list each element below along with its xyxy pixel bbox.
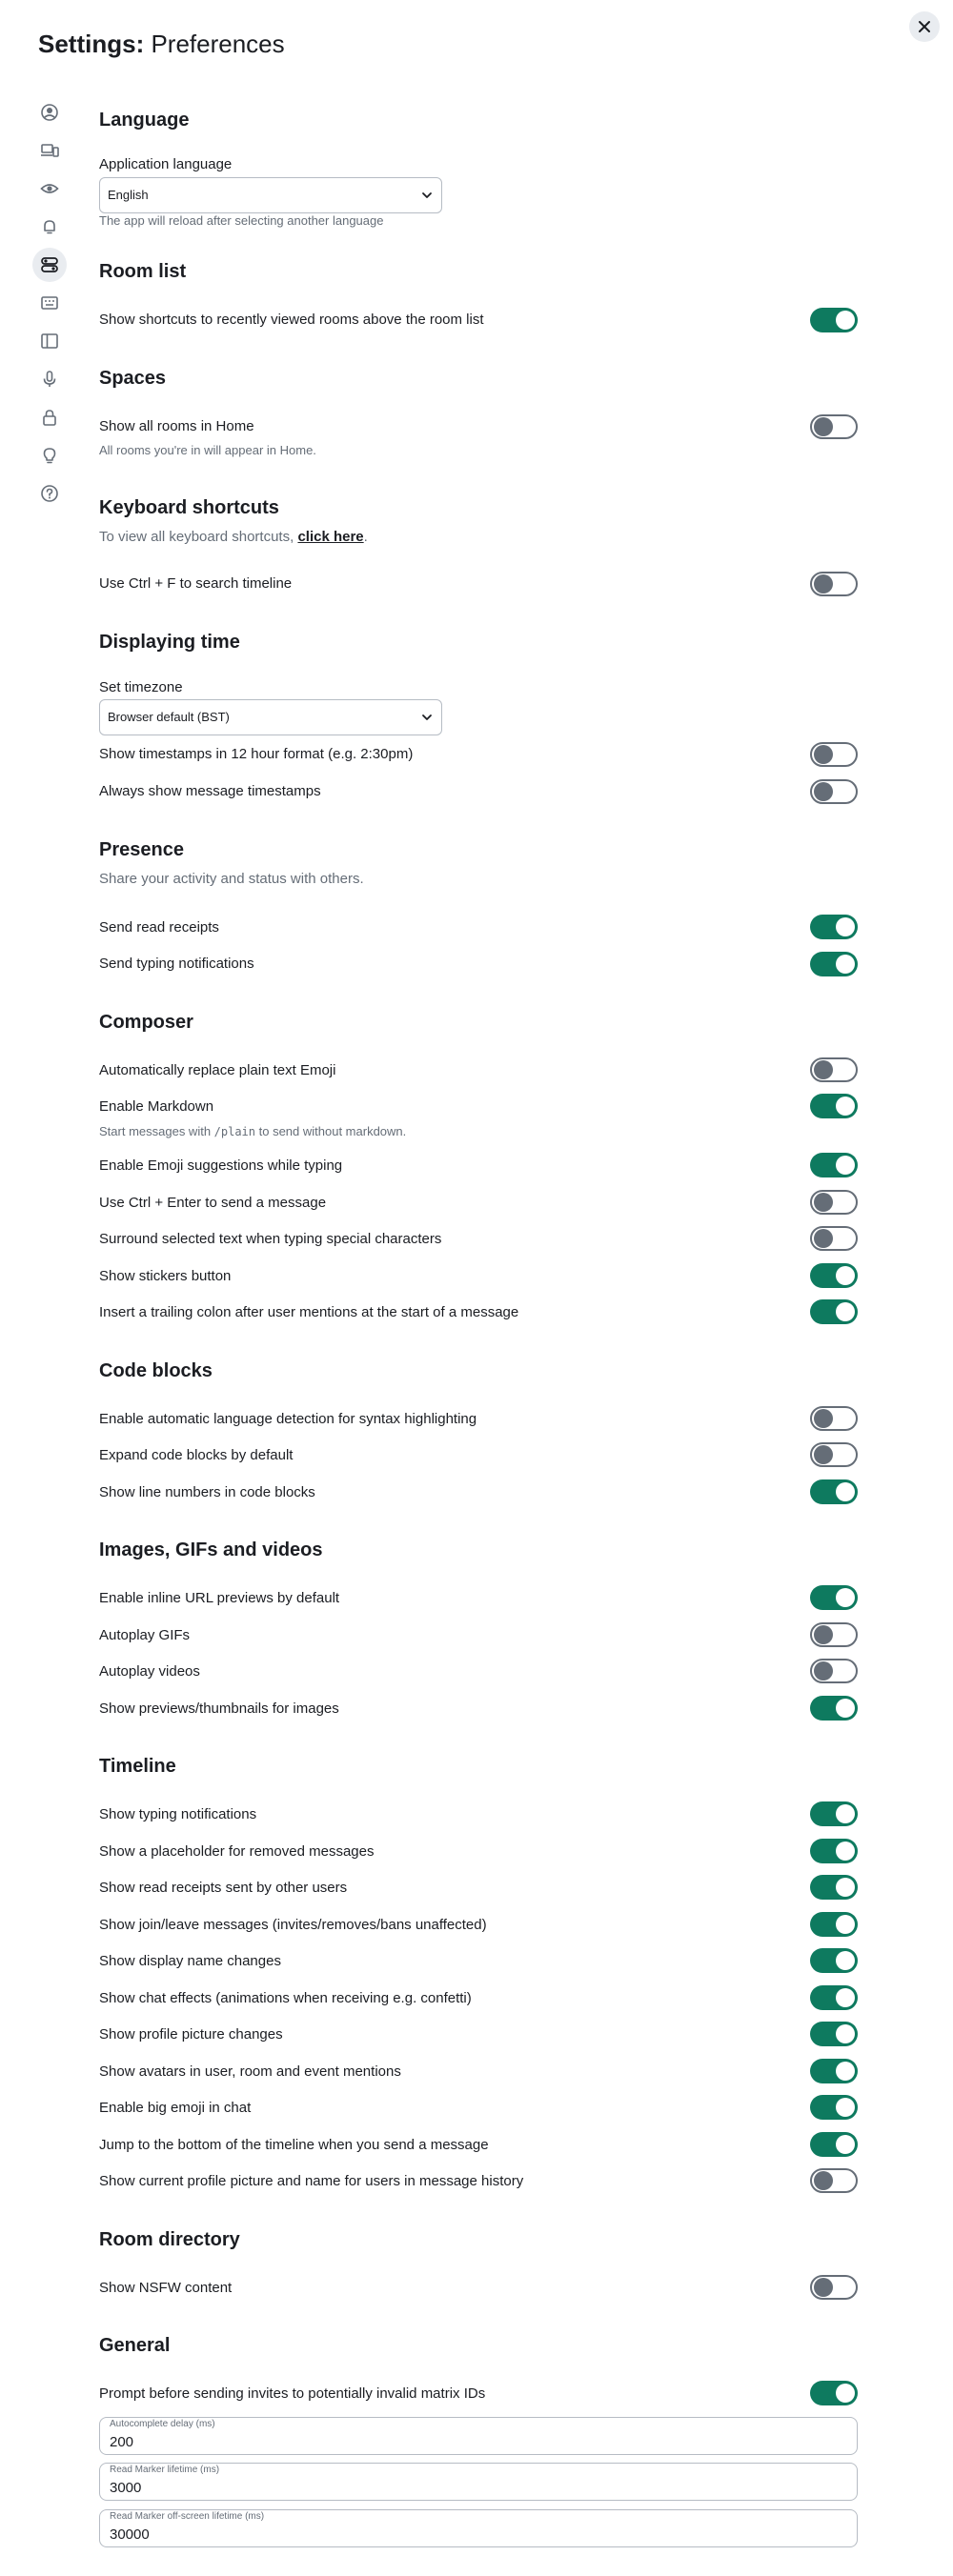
toggle-timeline-typing[interactable] — [810, 1801, 858, 1826]
toggle-knob — [814, 1661, 833, 1680]
toggle-ctrl-enter[interactable] — [810, 1190, 858, 1215]
toggle-knob — [836, 1097, 855, 1116]
toggle-autoplay-gifs[interactable] — [810, 1622, 858, 1647]
section-heading-presence: Presence — [99, 839, 184, 860]
section-heading-time: Displaying time — [99, 632, 240, 653]
setting-label: Show typing notifications — [99, 1806, 257, 1822]
toggle-emoji-suggestions[interactable] — [810, 1153, 858, 1177]
help-icon — [40, 484, 59, 503]
toggle-knob — [836, 311, 855, 330]
toggle-profile-picture-changes[interactable] — [810, 2022, 858, 2046]
setting-label: Insert a trailing colon after user mentions at the start of a message — [99, 1304, 519, 1320]
toggle-invalid-ids-prompt[interactable] — [810, 2381, 858, 2405]
toggle-knob — [836, 1988, 855, 2007]
user-profile-icon — [40, 103, 59, 122]
setting-label: Show chat effects (animations when receiving e.g. confetti) — [99, 1990, 472, 2006]
setting-label: Show read receipts sent by other users — [99, 1880, 348, 1896]
preferences-icon — [40, 255, 59, 274]
section-heading-media: Images, GIFs and videos — [99, 1540, 323, 1560]
setting-label: Autoplay videos — [99, 1663, 200, 1680]
setting-label: Send read receipts — [99, 919, 219, 936]
toggle-language-detection[interactable] — [810, 1406, 858, 1431]
markdown-caption-text: Start messages with — [99, 1124, 214, 1138]
setting-label: Show profile picture changes — [99, 2026, 283, 2043]
toggle-others-read-receipts[interactable] — [810, 1875, 858, 1900]
section-heading-timeline: Timeline — [99, 1756, 176, 1777]
tab-account[interactable] — [32, 95, 67, 130]
close-icon — [918, 20, 931, 33]
dialog-title-bold: Settings: — [38, 30, 145, 58]
microphone-icon — [40, 370, 59, 389]
toggle-send-typing[interactable] — [810, 952, 858, 976]
chevron-down-icon — [420, 189, 434, 202]
read-marker-lifetime-field[interactable] — [99, 2463, 858, 2501]
language-reload-caption: The app will reload after selecting another language — [99, 213, 384, 228]
keyboard-icon — [40, 293, 59, 312]
toggle-line-numbers[interactable] — [810, 1479, 858, 1504]
toggle-knob — [836, 2384, 855, 2403]
app-language-value: English — [108, 188, 149, 202]
lock-icon — [40, 408, 59, 427]
toggle-knob — [836, 2135, 855, 2154]
toggle-mention-avatars[interactable] — [810, 2059, 858, 2083]
toggle-removed-placeholder[interactable] — [810, 1839, 858, 1863]
toggle-emoji-replace[interactable] — [810, 1057, 858, 1082]
toggle-join-leave[interactable] — [810, 1912, 858, 1937]
toggle-knob — [836, 2062, 855, 2081]
toggle-knob — [814, 1625, 833, 1644]
setting-label: Show avatars in user, room and event mentions — [99, 2063, 401, 2080]
app-language-select[interactable] — [99, 177, 442, 213]
toggle-knob — [814, 782, 833, 801]
toggle-knob — [814, 574, 833, 594]
setting-label: Show line numbers in code blocks — [99, 1484, 315, 1500]
field-label: Read Marker lifetime (ms) — [110, 2465, 220, 2475]
spaces-caption: All rooms you're in will appear in Home. — [99, 443, 316, 457]
toggle-trailing-colon[interactable] — [810, 1299, 858, 1324]
field-value: 200 — [110, 2434, 134, 2450]
setting-label: Enable Markdown — [99, 1098, 214, 1115]
keyboard-shortcuts-link[interactable]: click here — [297, 529, 364, 545]
tab-sessions[interactable] — [32, 133, 67, 168]
setting-label: Jump to the bottom of the timeline when you send a message — [99, 2137, 489, 2153]
toggle-room-shortcuts[interactable] — [810, 308, 858, 332]
setting-label: Enable big emoji in chat — [99, 2100, 252, 2116]
section-heading-general: General — [99, 2335, 171, 2356]
toggle-url-previews[interactable] — [810, 1585, 858, 1610]
tab-sidebar[interactable] — [32, 324, 67, 358]
toggle-knob — [814, 1193, 833, 1212]
toggle-knob — [836, 955, 855, 974]
setting-label: Show timestamps in 12 hour format (e.g. 2:30pm) — [99, 746, 414, 762]
toggle-stickers-button[interactable] — [810, 1263, 858, 1288]
toggle-all-rooms-home[interactable] — [810, 414, 858, 439]
field-value: 3000 — [110, 2480, 142, 2496]
setting-label: Show NSFW content — [99, 2280, 233, 2296]
section-heading-composer: Composer — [99, 1012, 193, 1033]
section-heading-code-blocks: Code blocks — [99, 1360, 213, 1381]
field-label: Autocomplete delay (ms) — [110, 2419, 215, 2429]
toggle-knob — [814, 417, 833, 436]
toggle-knob — [836, 1915, 855, 1934]
toggle-markdown[interactable] — [810, 1094, 858, 1118]
section-heading-room-directory: Room directory — [99, 2229, 240, 2250]
markdown-caption-code: /plain — [213, 1125, 256, 1138]
toggle-ctrl-f-search[interactable] — [810, 572, 858, 596]
toggle-knob — [836, 1699, 855, 1718]
setting-label: Show shortcuts to recently viewed rooms above the room list — [99, 312, 484, 328]
toggle-current-profile-history[interactable] — [810, 2168, 858, 2193]
toggle-knob — [814, 2278, 833, 2297]
autocomplete-delay-field[interactable] — [99, 2417, 858, 2455]
setting-label: Show display name changes — [99, 1953, 281, 1969]
toggle-image-thumbnails[interactable] — [810, 1696, 858, 1721]
toggle-nsfw-content[interactable] — [810, 2275, 858, 2300]
toggle-display-name-changes[interactable] — [810, 1948, 858, 1973]
lightbulb-icon — [40, 446, 59, 465]
setting-label: Enable automatic language detection for syntax highlighting — [99, 1411, 477, 1427]
setting-label: Use Ctrl + Enter to send a message — [99, 1195, 327, 1211]
sidebar-layout-icon — [40, 332, 59, 351]
toggle-big-emoji[interactable] — [810, 2095, 858, 2120]
eye-icon — [40, 179, 59, 198]
toggle-knob — [814, 1060, 833, 1079]
toggle-knob — [836, 917, 855, 936]
tab-security[interactable] — [32, 400, 67, 434]
tab-labs[interactable] — [32, 438, 67, 473]
preferences-panel — [99, 0, 858, 2576]
read-marker-offscreen-field[interactable] — [99, 2509, 858, 2547]
tab-appearance[interactable] — [32, 171, 67, 206]
setting-label: Show previews/thumbnails for images — [99, 1701, 339, 1717]
bell-icon — [40, 217, 59, 236]
toggle-autoplay-videos[interactable] — [810, 1659, 858, 1683]
tab-help[interactable] — [32, 476, 67, 511]
setting-label: Show current profile picture and name for users in message history — [99, 2173, 524, 2189]
setting-label: Autoplay GIFs — [99, 1627, 191, 1643]
toggle-knob — [814, 1409, 833, 1428]
keyboard-hint-end: . — [363, 529, 368, 545]
toggle-knob — [836, 2098, 855, 2117]
toggle-jump-to-bottom[interactable] — [810, 2132, 858, 2157]
setting-label: Use Ctrl + F to search timeline — [99, 575, 293, 592]
toggle-knob — [836, 1482, 855, 1501]
dialog-title-rest: Preferences — [144, 30, 285, 58]
setting-label: Show join/leave messages (invites/removes/bans unaffected) — [99, 1917, 487, 1933]
toggle-knob — [836, 1588, 855, 1607]
tab-keyboard[interactable] — [32, 286, 67, 320]
timezone-label: Set timezone — [99, 679, 183, 695]
section-heading-room-list: Room list — [99, 261, 187, 282]
toggle-knob — [814, 1445, 833, 1464]
timezone-select[interactable] — [99, 699, 442, 735]
toggle-knob — [836, 1266, 855, 1285]
close-button[interactable] — [909, 11, 940, 42]
timezone-value: Browser default (BST) — [108, 710, 230, 724]
setting-label: Automatically replace plain text Emoji — [99, 1062, 336, 1078]
tab-preferences[interactable] — [32, 248, 67, 282]
toggle-expand-code[interactable] — [810, 1442, 858, 1467]
toggle-knob — [836, 1878, 855, 1897]
setting-label: Enable inline URL previews by default — [99, 1590, 340, 1606]
toggle-surround-text[interactable] — [810, 1226, 858, 1251]
toggle-always-timestamps[interactable] — [810, 779, 858, 804]
setting-label: Show all rooms in Home — [99, 418, 254, 434]
toggle-knob — [836, 1804, 855, 1823]
toggle-12-hour[interactable] — [810, 742, 858, 767]
section-heading-spaces: Spaces — [99, 368, 167, 389]
tab-voice-video[interactable] — [32, 362, 67, 396]
markdown-caption-end: to send without markdown. — [255, 1124, 407, 1138]
setting-label: Always show message timestamps — [99, 783, 321, 799]
chevron-down-icon — [420, 711, 434, 724]
setting-label: Surround selected text when typing special characters — [99, 1231, 442, 1247]
section-heading-keyboard: Keyboard shortcuts — [99, 497, 279, 518]
toggle-knob — [836, 1841, 855, 1861]
setting-label: Send typing notifications — [99, 956, 254, 972]
toggle-knob — [814, 745, 833, 764]
toggle-knob — [814, 1229, 833, 1248]
toggle-chat-effects[interactable] — [810, 1985, 858, 2010]
setting-label: Show a placeholder for removed messages — [99, 1843, 375, 1860]
field-label: Read Marker off-screen lifetime (ms) — [110, 2511, 265, 2522]
devices-icon — [40, 141, 59, 160]
field-value: 30000 — [110, 2526, 150, 2543]
toggle-knob — [836, 1951, 855, 1970]
keyboard-hint-text: To view all keyboard shortcuts, — [99, 529, 298, 545]
tab-notifications[interactable] — [32, 210, 67, 244]
setting-label: Prompt before sending invites to potentially invalid matrix IDs — [99, 2385, 486, 2402]
setting-label: Enable Emoji suggestions while typing — [99, 1157, 343, 1174]
setting-label: Expand code blocks by default — [99, 1447, 294, 1463]
setting-label: Show stickers button — [99, 1268, 232, 1284]
app-language-label: Application language — [99, 156, 233, 172]
toggle-knob — [836, 1156, 855, 1175]
toggle-knob — [814, 2171, 833, 2190]
section-heading-language: Language — [99, 110, 190, 131]
toggle-knob — [836, 2024, 855, 2043]
presence-subtitle: Share your activity and status with others. — [99, 871, 364, 887]
toggle-send-read-receipts[interactable] — [810, 915, 858, 939]
markdown-caption — [99, 1124, 406, 1139]
keyboard-hint — [99, 528, 368, 547]
toggle-knob — [836, 1302, 855, 1321]
